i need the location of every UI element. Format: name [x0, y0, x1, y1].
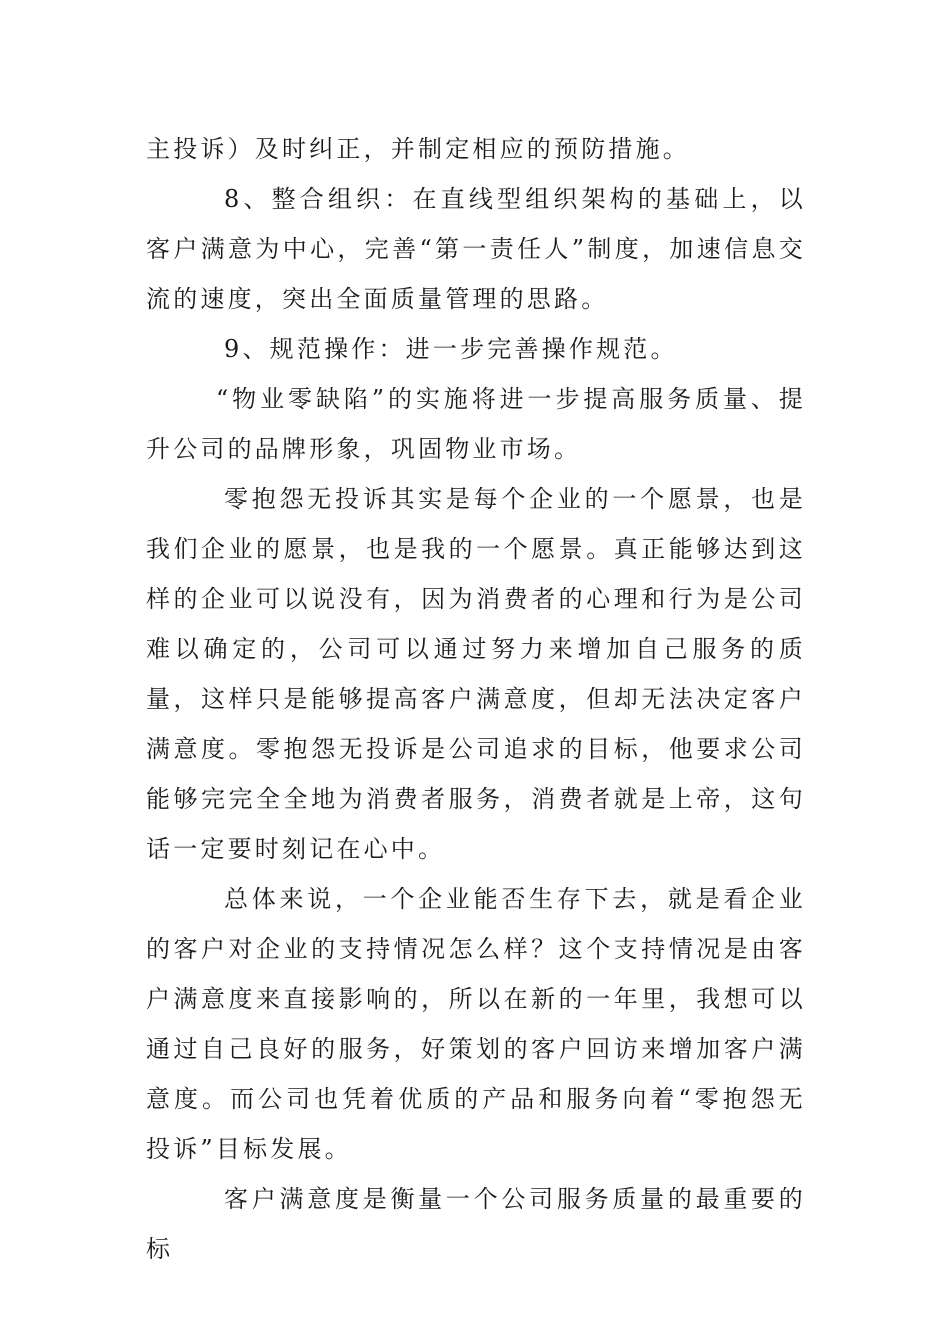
paragraph-item-9: 9、规范操作：进一步完善操作规范。 [224, 335, 678, 363]
paragraph-vision: 零抱怨无投诉其实是每个企业的一个愿景，也是我们企业的愿景，也是我的一个愿景。真正能够达到这样的企业可以说没有，因为消费者的心理和行为是公司难以确定的，公司可以通过努力来增加自己服务的质量，这样只是能够提高客户满意度，但却无法决定客户满意度。零抱怨无投诉是公司追求的目标，他要求公司能够完完全全地为消费者服务，消费者就是上帝，这句话一定要时刻记在心中。 [146, 485, 806, 863]
paragraph-item-8: 8、整合组织：在直线型组织架构的基础上，以客户满意为中心，完善“第一责任人”制度，加速信息交流的速度，突出全面质量管理的思路。 [146, 185, 806, 313]
paragraph-continuation: 主投诉）及时纠正，并制定相应的预防措施。 [146, 135, 690, 163]
paragraph-summary: 总体来说，一个企业能否生存下去，就是看企业的客户对企业的支持情况怎么样？这个支持情况是由客户满意度来直接影响的，所以在新的一年里，我想可以通过自己良好的服务，好策划的客户回访来增加客户满意度。而公司也凭着优质的产品和服务向着“零抱怨无投诉”目标发展。 [146, 885, 806, 1163]
paragraph-zero-defect: “物业零缺陷”的实施将进一步提高服务质量、提升公司的品牌形象，巩固物业市场。 [146, 385, 806, 463]
paragraph-satisfaction: 客户满意度是衡量一个公司服务质量的最重要的标 [146, 1185, 806, 1263]
document-page [146, 124, 806, 1274]
